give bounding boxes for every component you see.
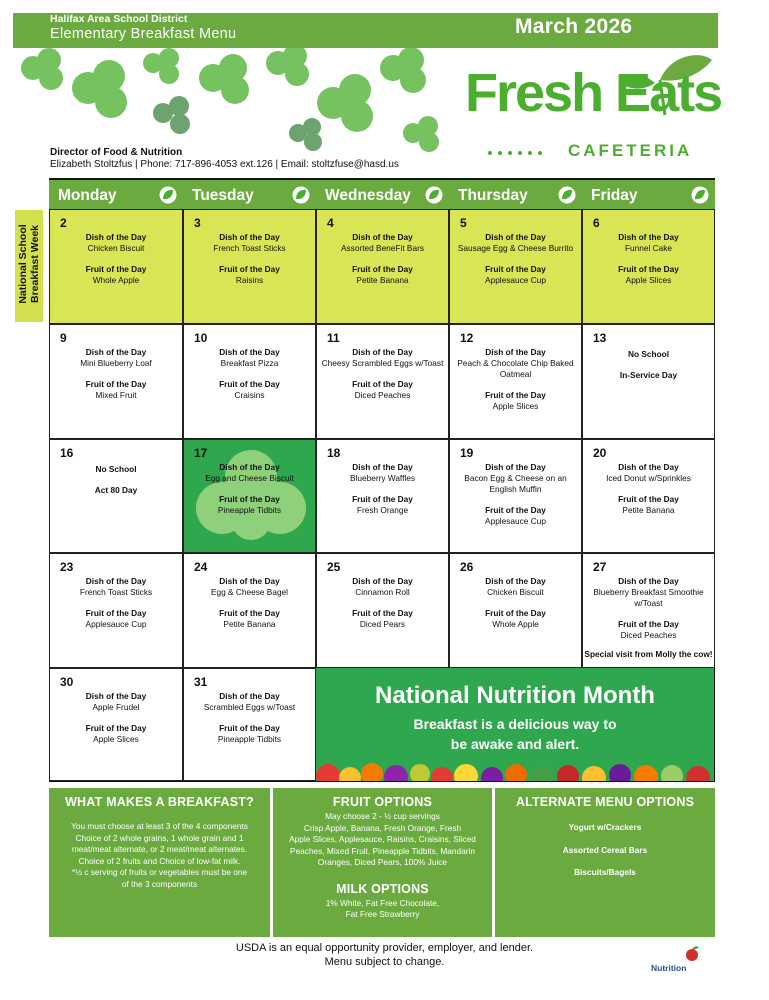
- day-number: 10: [194, 331, 208, 345]
- day-menu: [184, 462, 315, 516]
- fruit-of-the-day: Pineapple Tidbits: [217, 505, 282, 515]
- dish-label: Dish of the Day: [219, 576, 280, 586]
- day-number: 3: [194, 216, 201, 230]
- fruit-label: Fruit of the Day: [219, 494, 280, 504]
- day-number: 24: [194, 560, 208, 574]
- dish-of-the-day: Scrambled Eggs w/Toast: [203, 702, 296, 712]
- director-title: Director of Food & Nutrition: [50, 147, 183, 158]
- dish-label: Dish of the Day: [618, 462, 679, 472]
- breakfast-components-title: WHAT MAKES A BREAKFAST?: [65, 795, 254, 809]
- dish-label: Dish of the Day: [85, 691, 147, 701]
- day-menu: [184, 691, 315, 745]
- alternate-item: Yogurt w/Crackers: [568, 822, 642, 832]
- day-number: 13: [593, 331, 607, 345]
- fruit-label: Fruit of the Day: [618, 264, 679, 274]
- leaf-icon: [292, 186, 310, 204]
- dish-label: Dish of the Day: [485, 462, 546, 472]
- dish-label: Dish of the Day: [352, 462, 413, 472]
- milk-options-title: MILK OPTIONS: [336, 881, 429, 896]
- fruit-label: Fruit of the Day: [485, 390, 546, 400]
- fruit-of-the-day: Diced Peaches: [354, 390, 411, 400]
- fruit-options-title: FRUIT OPTIONS: [332, 795, 433, 809]
- day-menu: [184, 232, 315, 286]
- text-line: Oranges, Diced Pears, 100% Juice: [317, 857, 448, 867]
- dish-of-the-day: Peach & Chocolate Chip Baked Oatmeal: [457, 358, 574, 379]
- day-header-friday: [582, 180, 715, 209]
- fruit-of-the-day: Applesauce Cup: [85, 619, 147, 629]
- fruit-label: Fruit of the Day: [618, 619, 679, 629]
- footer-line: Menu subject to change.: [324, 956, 445, 968]
- dish-of-the-day: Cinnamon Roll: [355, 587, 410, 597]
- dish-of-the-day: Breakfast Pizza: [220, 358, 279, 368]
- alternate-options-title: ALTERNATE MENU OPTIONS: [515, 795, 695, 809]
- text-line: Choice of 2 whole grains, 1 whole grain and 1: [75, 832, 244, 843]
- text-line: Crisp Apple, Banana, Fresh Orange, Fresh: [303, 822, 462, 833]
- fruit-of-the-day: Petite Banana: [622, 505, 675, 515]
- day-menu: [184, 576, 315, 630]
- fruit-of-the-day: Applesauce Cup: [485, 275, 546, 285]
- dish-label: Dish of the Day: [352, 347, 413, 357]
- alternate-options-box: [495, 788, 715, 937]
- fruit-of-the-day: Diced Peaches: [620, 630, 677, 640]
- dish-of-the-day: Egg & Cheese Bagel: [210, 587, 289, 597]
- leaf-icon: [558, 186, 576, 204]
- day-menu: [583, 462, 714, 516]
- day-menu: [184, 347, 315, 401]
- day-menu: [50, 232, 182, 286]
- day-header-label: Tuesday: [192, 187, 254, 204]
- fruit-label: Fruit of the Day: [219, 608, 280, 618]
- day-menu: [450, 347, 581, 412]
- calendar-day-3: [183, 209, 316, 324]
- day-number: 18: [327, 446, 341, 460]
- text-line: of the 3 components: [121, 878, 198, 889]
- brand-title: Fresh Eats: [465, 63, 722, 123]
- calendar-day-6: [582, 209, 715, 324]
- fruit-of-the-day: Craisins: [234, 390, 265, 400]
- dish-label: Dish of the Day: [219, 232, 280, 242]
- fruit-border: [316, 752, 714, 781]
- fruit-label: Fruit of the Day: [352, 264, 413, 274]
- milk-options-text: [273, 898, 492, 921]
- day-menu: [583, 232, 714, 286]
- closure-reason: In-Service Day: [619, 370, 678, 380]
- special-visit-note: Special visit from Molly the cow!: [584, 649, 713, 659]
- text-line: 1% White, Fat Free Chocolate,: [325, 897, 440, 908]
- fruit-of-the-day: Diced Pears: [359, 619, 406, 629]
- fruit-label: Fruit of the Day: [352, 608, 413, 618]
- fruit-label: Fruit of the Day: [85, 723, 147, 733]
- calendar-day-30: [49, 668, 183, 781]
- fruit-of-the-day: Applesauce Cup: [485, 516, 546, 526]
- calendar-day-31: [183, 668, 316, 781]
- nutrition-month-subtitle: [316, 714, 714, 754]
- day-number: 25: [327, 560, 341, 574]
- calendar-day-2: [49, 209, 183, 324]
- text-line: *½ c serving of fruits or vegetables must be one: [71, 867, 248, 877]
- breakfast-components-text: [49, 821, 270, 890]
- dish-of-the-day: French Toast Sticks: [213, 243, 286, 253]
- fruit-of-the-day: Whole Apple: [492, 619, 539, 629]
- nutrition-group-logo-text: Nutrition: [651, 963, 687, 973]
- dish-of-the-day: Assorted BeneFit Bars: [340, 243, 424, 253]
- day-header-label: Friday: [591, 187, 638, 204]
- nutrition-month-banner: [316, 668, 714, 781]
- day-menu: [317, 347, 448, 401]
- day-number: 2: [60, 216, 67, 230]
- dish-label: Dish of the Day: [219, 691, 280, 701]
- calendar-day-20: [582, 439, 715, 553]
- day-menu: [50, 691, 182, 745]
- calendar-day-16: [49, 439, 183, 553]
- dish-label: Dish of the Day: [485, 347, 546, 357]
- fruit-options-box: [273, 788, 492, 937]
- brand-subtitle: CAFETERIA: [568, 141, 693, 160]
- breakfast-week-label: National School Breakfast Week: [17, 224, 41, 304]
- dish-label: Dish of the Day: [352, 232, 413, 242]
- dish-label: Dish of the Day: [85, 232, 147, 242]
- day-number: 17: [194, 446, 208, 460]
- fruit-label: Fruit of the Day: [219, 379, 280, 389]
- day-header-label: Wednesday: [325, 187, 411, 204]
- day-number: 26: [460, 560, 474, 574]
- day-number: 16: [60, 446, 74, 460]
- calendar-day-24: [183, 553, 316, 668]
- dish-of-the-day: Apple Frudel: [92, 702, 140, 712]
- text-line: You must choose at least 3 of the 4 components: [71, 821, 248, 831]
- dish-of-the-day: French Toast Sticks: [79, 587, 153, 597]
- day-number: 27: [593, 560, 607, 574]
- day-header-thursday: [449, 180, 582, 209]
- alternate-options-list: [495, 822, 715, 879]
- dish-of-the-day: Egg and Cheese Biscuit: [205, 473, 294, 483]
- dish-of-the-day: Chicken Biscuit: [487, 587, 544, 597]
- no-school-label: No School: [627, 349, 670, 359]
- shamrock-decoration: [13, 48, 463, 158]
- dish-of-the-day: Mini Blueberry Loaf: [80, 358, 152, 368]
- contact-info: Elizabeth Stoltzfus | Phone: 717-896-4053 ext.126 | Email: stoltzfuse@hasd.us: [50, 159, 399, 170]
- day-menu: [583, 349, 714, 381]
- day-number: 9: [60, 331, 67, 345]
- alternate-item: Assorted Cereal Bars: [562, 844, 648, 855]
- day-menu: [50, 576, 182, 630]
- dish-of-the-day: Blueberry Breakfast Smoothie w/Toast: [593, 587, 704, 608]
- dish-of-the-day: Funnel Cake: [624, 243, 673, 253]
- calendar-day-17: [183, 439, 316, 553]
- fruit-of-the-day: Whole Apple: [92, 275, 140, 285]
- day-menu: [317, 576, 448, 630]
- leaf-icon: [159, 186, 177, 204]
- text-line: Fat Free Strawberry: [345, 909, 420, 919]
- day-number: 30: [60, 675, 74, 689]
- day-header-tuesday: [183, 180, 316, 209]
- day-header-monday: [49, 180, 183, 209]
- nutrition-month-title: National Nutrition Month: [375, 682, 655, 709]
- nutrition-month-line: Breakfast is a delicious way to: [413, 716, 617, 732]
- dish-of-the-day: Cheesy Scrambled Eggs w/Toast: [321, 358, 444, 368]
- calendar-day-18: [316, 439, 449, 553]
- footer-line: USDA is an equal opportunity provider, employer, and lender.: [235, 942, 534, 954]
- dish-label: Dish of the Day: [219, 462, 280, 472]
- breakfast-week-tab: [15, 210, 43, 322]
- fruit-of-the-day: Pineapple Tidbits: [217, 734, 282, 744]
- fruit-label: Fruit of the Day: [219, 264, 280, 274]
- fruit-of-the-day: Apple Slices: [492, 401, 539, 411]
- dish-of-the-day: Chicken Biscuit: [87, 243, 145, 253]
- day-number: 19: [460, 446, 474, 460]
- day-number: 5: [460, 216, 467, 230]
- day-menu: [583, 576, 714, 660]
- fruit-label: Fruit of the Day: [219, 723, 280, 733]
- fruit-label: Fruit of the Day: [485, 264, 546, 274]
- text-line: Apple Slices, Applesauce, Raisins, Craisins, Sliced: [289, 834, 476, 844]
- fruit-of-the-day: Fresh Orange: [356, 505, 409, 515]
- text-line: Peaches, Mixed Fruit, Pineapple Tidbits, Mandarin: [290, 845, 475, 856]
- day-number: 6: [593, 216, 600, 230]
- fruit-label: Fruit of the Day: [485, 608, 546, 618]
- month-title: March 2026: [515, 15, 633, 38]
- calendar-day-12: [449, 324, 582, 439]
- calendar-day-5: [449, 209, 582, 324]
- calendar-day-10: [183, 324, 316, 439]
- dish-of-the-day: Sausage Egg & Cheese Burrito: [457, 243, 574, 253]
- fruit-label: Fruit of the Day: [85, 379, 147, 389]
- dish-label: Dish of the Day: [618, 232, 679, 242]
- day-number: 31: [194, 675, 208, 689]
- day-menu: [50, 347, 182, 401]
- dish-label: Dish of the Day: [485, 232, 546, 242]
- text-line: May choose 2 - ½ cup servings: [325, 811, 440, 821]
- calendar-day-11: [316, 324, 449, 439]
- nutrition-month-line: be awake and alert.: [450, 736, 580, 752]
- menu-title: Elementary Breakfast Menu: [50, 26, 237, 42]
- calendar-day-25: [316, 553, 449, 668]
- day-menu: [450, 462, 581, 527]
- dish-of-the-day: Blueberry Waffles: [349, 473, 416, 483]
- closure-reason: Act 80 Day: [94, 485, 138, 495]
- text-line: meat/meat alternate, or 2 meat/meat alternates.: [71, 844, 248, 854]
- alternate-item: Biscuits/Bagels: [574, 867, 636, 877]
- dish-label: Dish of the Day: [352, 576, 413, 586]
- day-number: 4: [327, 216, 334, 230]
- day-header-wednesday: [316, 180, 449, 209]
- text-line: Choice of 2 fruits and Choice of low-fat milk.: [78, 855, 241, 866]
- fruit-of-the-day: Apple Slices: [625, 275, 672, 285]
- breakfast-components-box: [49, 788, 270, 937]
- calendar-day-27: [582, 553, 715, 668]
- day-number: 12: [460, 331, 474, 345]
- dish-label: Dish of the Day: [219, 347, 280, 357]
- calendar-day-19: [449, 439, 582, 553]
- fruit-of-the-day: Mixed Fruit: [95, 390, 137, 400]
- fruit-label: Fruit of the Day: [352, 379, 413, 389]
- fruit-label: Fruit of the Day: [352, 494, 413, 504]
- day-menu: [50, 464, 182, 496]
- dish-of-the-day: Bacon Egg & Cheese on an English Muffin: [464, 473, 567, 494]
- fruit-of-the-day: Petite Banana: [356, 275, 409, 285]
- fruit-label: Fruit of the Day: [485, 505, 546, 515]
- dish-label: Dish of the Day: [85, 347, 147, 357]
- fruit-label: Fruit of the Day: [85, 264, 147, 274]
- calendar-day-13: [582, 324, 715, 439]
- day-number: 20: [593, 446, 607, 460]
- calendar-day-9: [49, 324, 183, 439]
- calendar-day-23: [49, 553, 183, 668]
- day-menu: [317, 232, 448, 286]
- fruit-of-the-day: Raisins: [235, 275, 264, 285]
- day-menu: [450, 232, 581, 286]
- day-number: 11: [327, 331, 340, 345]
- fruit-options-text: [273, 811, 492, 869]
- day-menu: [450, 576, 581, 630]
- fruit-of-the-day: Apple Slices: [93, 734, 139, 744]
- day-header-label: Thursday: [458, 187, 528, 204]
- district-name: Halifax Area School District: [50, 13, 188, 25]
- day-menu: [317, 462, 448, 516]
- dish-label: Dish of the Day: [618, 576, 679, 586]
- dish-of-the-day: Iced Donut w/Sprinkles: [606, 473, 691, 483]
- day-header-label: Monday: [58, 187, 117, 204]
- calendar-day-4: [316, 209, 449, 324]
- day-number: 23: [60, 560, 74, 574]
- calendar-day-26: [449, 553, 582, 668]
- dish-label: Dish of the Day: [485, 576, 546, 586]
- dish-label: Dish of the Day: [85, 576, 147, 586]
- no-school-label: No School: [95, 464, 137, 474]
- leaf-icon: [425, 186, 443, 204]
- leaf-icon: [691, 186, 709, 204]
- fruit-label: Fruit of the Day: [618, 494, 679, 504]
- fruit-label: Fruit of the Day: [85, 608, 147, 618]
- fruit-of-the-day: Petite Banana: [223, 619, 276, 629]
